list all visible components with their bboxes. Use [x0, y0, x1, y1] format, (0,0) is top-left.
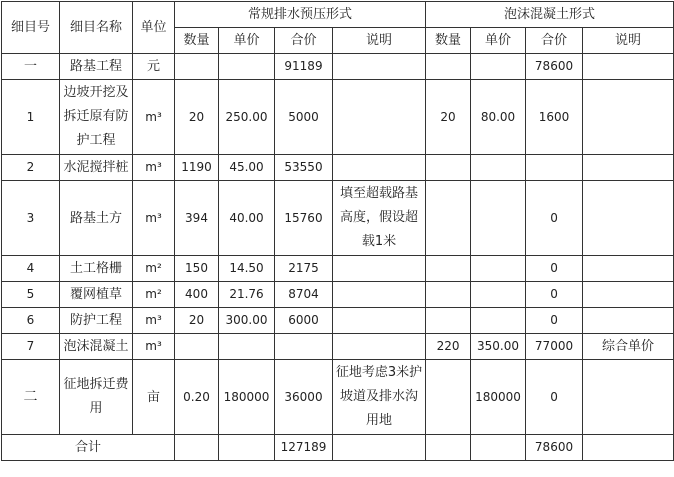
cell-qty-2	[426, 54, 471, 80]
cell-note-1	[333, 308, 426, 334]
cell-price-1: 14.50	[219, 256, 275, 282]
total-sum-2: 78600	[526, 435, 583, 461]
cell-total-2: 0	[526, 308, 583, 334]
header-row	[2, 2, 674, 28]
cell-note-1: 征地考虑3米护坡道及排水沟用地	[333, 360, 426, 435]
total-qty-2	[426, 435, 471, 461]
table-row	[2, 360, 674, 435]
cell-name: 土工格栅	[60, 256, 133, 282]
cell-qty-2: 220	[426, 334, 471, 360]
cell-total-1: 8704	[275, 282, 333, 308]
cell-price-2: 80.00	[471, 80, 526, 155]
header-price-2: 单价	[471, 28, 526, 54]
header-group-conventional: 常规排水预压形式	[175, 2, 426, 28]
cell-price-2	[471, 308, 526, 334]
cell-note-2	[583, 308, 674, 334]
cell-id: 1	[2, 80, 60, 155]
cell-note-2: 综合单价	[583, 334, 674, 360]
cell-total-1: 53550	[275, 155, 333, 181]
cell-total-1: 91189	[275, 54, 333, 80]
cell-qty-1: 400	[175, 282, 219, 308]
cell-qty-2	[426, 360, 471, 435]
header-qty-2: 数量	[426, 28, 471, 54]
cell-unit: m²	[133, 282, 175, 308]
cell-total-1: 36000	[275, 360, 333, 435]
cell-qty-1: 0.20	[175, 360, 219, 435]
cell-unit: m³	[133, 181, 175, 256]
cell-note-2	[583, 360, 674, 435]
total-price-1	[219, 435, 275, 461]
table-row	[2, 155, 674, 181]
header-id: 细目号	[2, 2, 60, 54]
cell-id: 6	[2, 308, 60, 334]
cell-note-2	[583, 181, 674, 256]
table-row	[2, 308, 674, 334]
cell-note-2	[583, 54, 674, 80]
cell-qty-2	[426, 155, 471, 181]
total-sum-1: 127189	[275, 435, 333, 461]
cell-qty-2	[426, 282, 471, 308]
cell-note-2	[583, 155, 674, 181]
cell-qty-2	[426, 181, 471, 256]
header-note-2: 说明	[583, 28, 674, 54]
cell-qty-1: 394	[175, 181, 219, 256]
cell-total-2: 77000	[526, 334, 583, 360]
cell-total-2: 78600	[526, 54, 583, 80]
cell-note-2	[583, 80, 674, 155]
cell-total-1	[275, 334, 333, 360]
cell-note-1	[333, 155, 426, 181]
total-price-2	[471, 435, 526, 461]
cell-unit: m³	[133, 80, 175, 155]
cell-price-1: 45.00	[219, 155, 275, 181]
header-qty-1: 数量	[175, 28, 219, 54]
header-name: 细目名称	[60, 2, 133, 54]
cell-unit: m³	[133, 155, 175, 181]
cell-note-2	[583, 256, 674, 282]
cell-price-1: 250.00	[219, 80, 275, 155]
cell-qty-2: 20	[426, 80, 471, 155]
cell-qty-2	[426, 308, 471, 334]
total-qty-1	[175, 435, 219, 461]
cell-name: 水泥搅拌桩	[60, 155, 133, 181]
cell-note-1	[333, 334, 426, 360]
cost-comparison-table	[1, 1, 674, 461]
cell-name: 路基土方	[60, 181, 133, 256]
cell-qty-1	[175, 334, 219, 360]
cell-note-1	[333, 54, 426, 80]
cell-name: 征地拆迁费用	[60, 360, 133, 435]
cell-total-1: 6000	[275, 308, 333, 334]
total-note-1	[333, 435, 426, 461]
cell-id: 3	[2, 181, 60, 256]
table-row	[2, 282, 674, 308]
cell-total-2: 0	[526, 282, 583, 308]
header-total-2: 合价	[526, 28, 583, 54]
cell-unit: 亩	[133, 360, 175, 435]
table-row	[2, 80, 674, 155]
cell-price-2: 350.00	[471, 334, 526, 360]
cell-price-1: 21.76	[219, 282, 275, 308]
table-row	[2, 256, 674, 282]
cell-note-1	[333, 80, 426, 155]
cell-qty-1: 150	[175, 256, 219, 282]
cell-price-2	[471, 282, 526, 308]
cell-total-2: 0	[526, 256, 583, 282]
cell-qty-1	[175, 54, 219, 80]
cell-id: 4	[2, 256, 60, 282]
cell-qty-2	[426, 256, 471, 282]
cell-price-1	[219, 54, 275, 80]
header-unit: 单位	[133, 2, 175, 54]
cell-price-1: 300.00	[219, 308, 275, 334]
cell-total-2	[526, 155, 583, 181]
cell-note-2	[583, 282, 674, 308]
total-note-2	[583, 435, 674, 461]
cell-unit: m²	[133, 256, 175, 282]
cell-note-1	[333, 282, 426, 308]
cell-qty-1: 1190	[175, 155, 219, 181]
cell-total-2: 0	[526, 181, 583, 256]
cell-id: 二	[2, 360, 60, 435]
cell-price-2	[471, 256, 526, 282]
cell-total-1: 2175	[275, 256, 333, 282]
header-group-foam-concrete: 泡沫混凝土形式	[426, 2, 674, 28]
cell-name: 覆网植草	[60, 282, 133, 308]
cell-price-2	[471, 181, 526, 256]
cell-qty-1: 20	[175, 80, 219, 155]
table-row	[2, 181, 674, 256]
cell-total-1: 5000	[275, 80, 333, 155]
cell-name: 泡沫混凝土	[60, 334, 133, 360]
table-row	[2, 54, 674, 80]
cell-price-1: 40.00	[219, 181, 275, 256]
header-price-1: 单价	[219, 28, 275, 54]
total-row	[2, 435, 674, 461]
cell-price-2	[471, 54, 526, 80]
cell-price-2	[471, 155, 526, 181]
cell-qty-1: 20	[175, 308, 219, 334]
cell-unit: 元	[133, 54, 175, 80]
total-label: 合计	[2, 435, 175, 461]
header-note-1: 说明	[333, 28, 426, 54]
cell-total-2: 1600	[526, 80, 583, 155]
cell-total-2: 0	[526, 360, 583, 435]
cell-id: 7	[2, 334, 60, 360]
cell-total-1: 15760	[275, 181, 333, 256]
cell-unit: m³	[133, 308, 175, 334]
cell-unit: m³	[133, 334, 175, 360]
cell-note-1: 填至超载路基高度，假设超载1米	[333, 181, 426, 256]
cell-name: 防护工程	[60, 308, 133, 334]
cell-price-2: 180000	[471, 360, 526, 435]
header-total-1: 合价	[275, 28, 333, 54]
cell-id: 一	[2, 54, 60, 80]
cell-price-1	[219, 334, 275, 360]
cell-name: 边坡开挖及拆迁原有防护工程	[60, 80, 133, 155]
cell-note-1	[333, 256, 426, 282]
cell-name: 路基工程	[60, 54, 133, 80]
cell-id: 5	[2, 282, 60, 308]
cell-price-1: 180000	[219, 360, 275, 435]
cell-id: 2	[2, 155, 60, 181]
table-row	[2, 334, 674, 360]
